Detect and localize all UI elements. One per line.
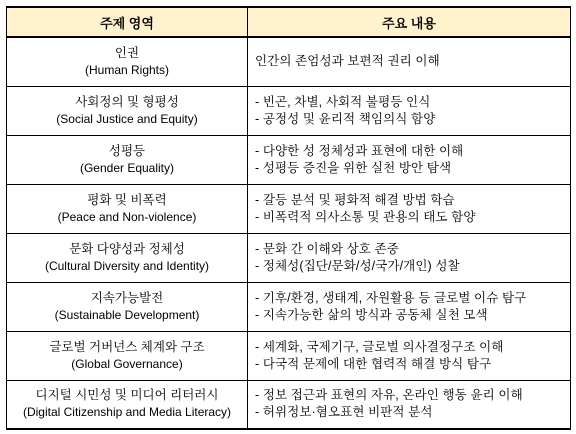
content-cell xyxy=(248,135,571,184)
area-korean: 문화 다양성과 정체성 xyxy=(69,241,185,256)
area-cell xyxy=(7,233,248,282)
table-row xyxy=(7,184,571,233)
area-english: (Cultural Diversity and Identity) xyxy=(44,258,210,273)
area-english: (Peace and Non-violence) xyxy=(57,209,197,224)
content-line: - 문화 간 이해와 상호 존중 xyxy=(255,241,399,256)
content-line: - 세계화, 국제기구, 글로벌 의사결정구조 이해 xyxy=(255,339,504,354)
content-line: - 갈등 분석 및 평화적 해결 방법 학습 xyxy=(255,192,455,207)
area-cell xyxy=(7,135,248,184)
area-korean: 사회정의 및 형평성 xyxy=(75,94,179,109)
content-cell xyxy=(248,233,571,282)
header-row xyxy=(7,7,571,37)
content-line: - 허위정보·혐오표현 비판적 분석 xyxy=(255,405,433,420)
table-row xyxy=(7,233,571,282)
table-row xyxy=(7,282,571,331)
area-english: (Gender Equality) xyxy=(79,160,175,175)
table-row xyxy=(7,37,571,86)
content-line: - 비폭력적 의사소통 및 관용의 태도 함양 xyxy=(255,209,476,224)
area-korean: 인권 xyxy=(114,45,140,60)
topics-table xyxy=(6,6,571,430)
area-korean: 글로벌 거버넌스 체계와 구조 xyxy=(49,339,205,354)
area-english: (Social Justice and Equity) xyxy=(56,111,198,126)
area-english: (Global Governance) xyxy=(71,356,183,371)
content-line: - 성평등 증진을 위한 실천 방안 탐색 xyxy=(255,160,452,175)
content-line: - 기후/환경, 생태계, 자원활용 등 글로벌 이슈 탐구 xyxy=(255,290,527,305)
content-line: 인간의 존엄성과 보편적 권리 이해 xyxy=(255,54,440,69)
area-cell xyxy=(7,282,248,331)
content-cell xyxy=(248,380,571,429)
content-line: - 빈곤, 차별, 사회적 불평등 인식 xyxy=(255,94,431,109)
header-content: 주요 내용 xyxy=(248,7,571,37)
content-line: - 공정성 및 윤리적 책임의식 함양 xyxy=(255,111,436,126)
content-cell xyxy=(248,86,571,135)
area-korean: 지속가능발전 xyxy=(90,290,164,305)
content-cell xyxy=(248,331,571,380)
area-korean: 평화 및 비폭력 xyxy=(87,192,167,207)
area-cell xyxy=(7,184,248,233)
table-row xyxy=(7,135,571,184)
area-korean: 성평등 xyxy=(108,143,146,158)
area-cell xyxy=(7,380,248,429)
content-cell xyxy=(248,282,571,331)
content-cell xyxy=(248,184,571,233)
content-cell xyxy=(248,37,571,86)
table-row xyxy=(7,86,571,135)
area-cell xyxy=(7,37,248,86)
content-line: - 지속가능한 삶의 방식과 공동체 실천 모색 xyxy=(255,307,488,322)
area-cell xyxy=(7,331,248,380)
content-line: - 다양한 성 정체성과 표현에 대한 이해 xyxy=(255,143,464,158)
table-row xyxy=(7,380,571,429)
area-korean: 디지털 시민성 및 미디어 리터러시 xyxy=(35,388,219,403)
area-english: (Human Rights) xyxy=(84,62,170,77)
content-line: - 정보 접근과 표현의 자유, 온라인 행동 윤리 이해 xyxy=(255,388,523,403)
content-line: - 다국적 문제에 대한 협력적 해결 방식 탐구 xyxy=(255,356,492,371)
area-english: (Sustainable Development) xyxy=(54,307,200,322)
content-line: - 정체성(집단/문화/성/국가/개인) 성찰 xyxy=(255,258,460,273)
table-row xyxy=(7,331,571,380)
area-cell xyxy=(7,86,248,135)
area-english: (Digital Citizenship and Media Literacy) xyxy=(22,405,232,420)
header-area: 주제 영역 xyxy=(7,7,248,37)
